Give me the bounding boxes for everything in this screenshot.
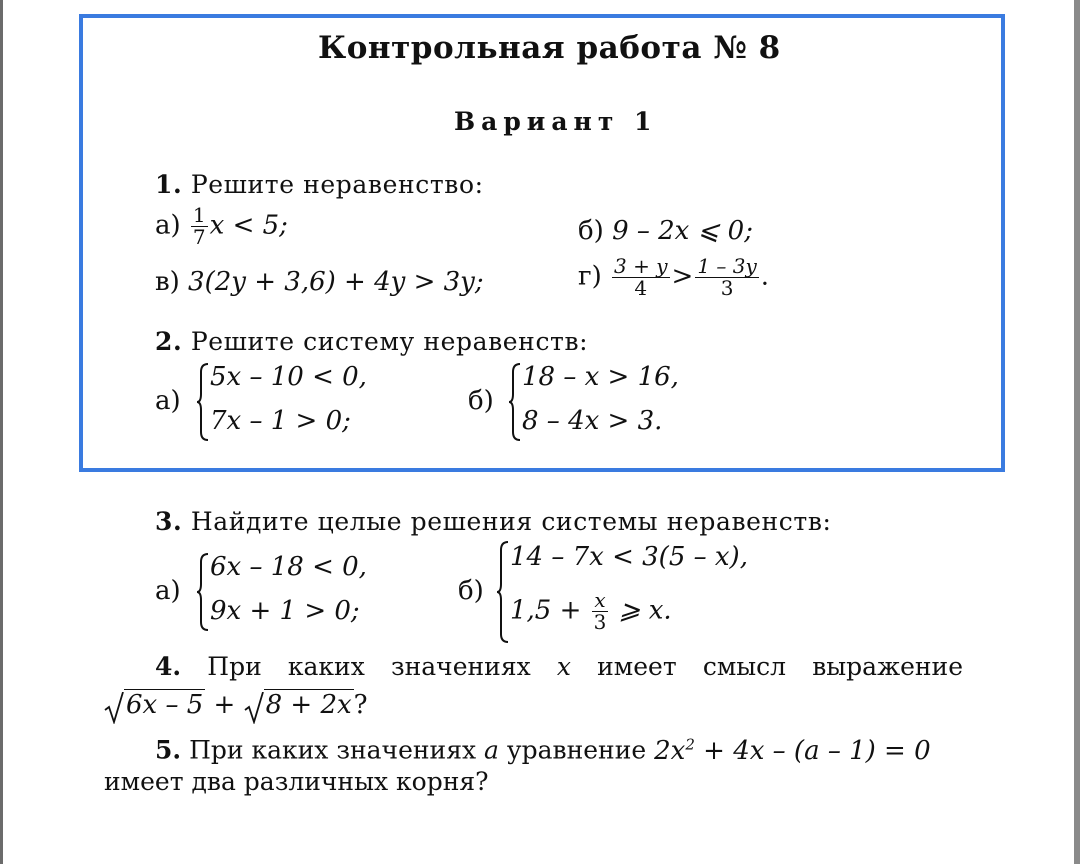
task-4-variable: x — [556, 652, 571, 681]
task-4-word: смысл — [702, 652, 787, 681]
frac-numerator: 3 + y — [614, 254, 668, 278]
task-2b-line-2: 8 – 4x > 3. — [522, 406, 663, 436]
brace-icon — [196, 552, 210, 632]
task-1a-fraction — [191, 205, 208, 248]
equation-end: + 4x – (a – 1) = 0 — [703, 735, 931, 766]
frac-denominator: 4 — [634, 276, 648, 300]
task-1g-left-fraction — [612, 256, 670, 299]
task-3a-label: а) — [155, 576, 181, 606]
task-5-line-1 — [155, 735, 931, 766]
task-1-number: 1. — [155, 170, 183, 199]
task-3b-fraction — [592, 590, 609, 633]
task-1b-expr: 9 – 2x ⩽ 0; — [612, 216, 753, 246]
frac-denominator: 3 — [593, 610, 607, 634]
brace-icon — [196, 362, 210, 442]
task-5-variable: a — [484, 735, 499, 765]
sqrt-1 — [104, 690, 205, 720]
radicand-2: 8 + 2x — [265, 690, 352, 720]
task-5-text-2: уравнение — [506, 735, 647, 765]
sqrt-icon — [244, 692, 264, 724]
frac-numerator: 1 — [192, 203, 206, 227]
task-3b-line-2 — [510, 590, 672, 633]
task-1v-label: в) — [155, 267, 180, 297]
question-mark: ? — [353, 690, 368, 720]
task-1-prompt: Решите неравенство: — [190, 170, 484, 199]
task-2-number: 2. — [155, 327, 183, 356]
task-1g — [578, 256, 769, 299]
sqrt-2 — [244, 690, 354, 720]
task-3b-line-2-start: 1,5 + — [510, 595, 582, 626]
task-2a-label: а) — [155, 386, 181, 416]
task-2a-line-2: 7x – 1 > 0; — [210, 406, 351, 436]
task-1v-expr: 3(2y + 3,6) + 4y > 3y; — [188, 267, 484, 297]
task-4-word: выражение — [812, 652, 963, 681]
page-title: Контрольная работа № 8 — [318, 30, 781, 66]
task-1a — [155, 205, 288, 248]
task-2b-system — [508, 362, 708, 442]
task-1a-expr: x < 5; — [209, 210, 288, 241]
brace-icon — [508, 362, 522, 442]
frac-denominator: 7 — [192, 225, 206, 249]
task-1-heading — [155, 170, 484, 199]
task-4-word: значениях — [390, 652, 531, 681]
task-2b-line-1: 18 – x > 16, — [522, 362, 679, 392]
plus-sign: + — [213, 690, 236, 720]
task-1v — [155, 267, 484, 297]
task-1b-label: б) — [578, 216, 604, 246]
radicand-1: 6x – 5 — [126, 690, 204, 720]
task-3-number: 3. — [155, 507, 183, 536]
task-1g-end: . — [760, 261, 770, 292]
brace-icon — [496, 540, 510, 644]
task-4-number: 4. — [155, 652, 182, 681]
task-4-word: каких — [287, 652, 365, 681]
task-3-heading — [155, 507, 832, 536]
task-1g-operator: > — [671, 261, 694, 292]
task-1g-label: г) — [578, 261, 602, 292]
sqrt-icon — [104, 692, 124, 724]
task-5-equation — [654, 736, 931, 766]
equation-exponent: 2 — [685, 735, 695, 753]
equation-start: 2x — [654, 735, 686, 766]
task-2-heading — [155, 327, 588, 356]
task-4-word: При — [207, 652, 262, 681]
frac-numerator: 1 – 3y — [697, 254, 757, 278]
task-1b — [578, 216, 753, 246]
task-3a-line-2: 9x + 1 > 0; — [210, 596, 360, 626]
task-3b-line-1: 14 – 7x < 3(5 – x), — [510, 542, 748, 572]
task-2a-system — [196, 362, 396, 442]
task-1g-right-fraction — [695, 256, 758, 299]
frac-numerator: x — [594, 588, 606, 612]
variant-title: Вариант 1 — [454, 107, 658, 136]
task-3a-line-1: 6x – 18 < 0, — [210, 552, 367, 582]
task-4-expression — [104, 690, 368, 720]
task-2b-label: б) — [468, 386, 494, 416]
task-5-text-1: При каких значениях — [189, 735, 477, 765]
task-3b-label: б) — [458, 576, 484, 606]
right-edge — [1074, 0, 1080, 864]
task-4-line-1 — [155, 652, 963, 681]
frac-denominator: 3 — [720, 276, 734, 300]
task-2a-line-1: 5x – 10 < 0, — [210, 362, 367, 392]
task-3b-line-2-end: ⩾ x. — [618, 595, 672, 626]
task-4-word: имеет — [597, 652, 677, 681]
task-5-number: 5. — [155, 735, 182, 765]
task-3a-system — [196, 552, 396, 632]
task-3-prompt: Найдите целые решения системы неравенств: — [190, 507, 832, 536]
left-edge — [0, 0, 3, 864]
task-3b-system — [496, 540, 776, 644]
task-5-line-2: имеет два различных корня? — [104, 767, 489, 796]
task-1a-label: а) — [155, 210, 181, 241]
task-2-prompt: Решите систему неравенств: — [190, 327, 589, 356]
